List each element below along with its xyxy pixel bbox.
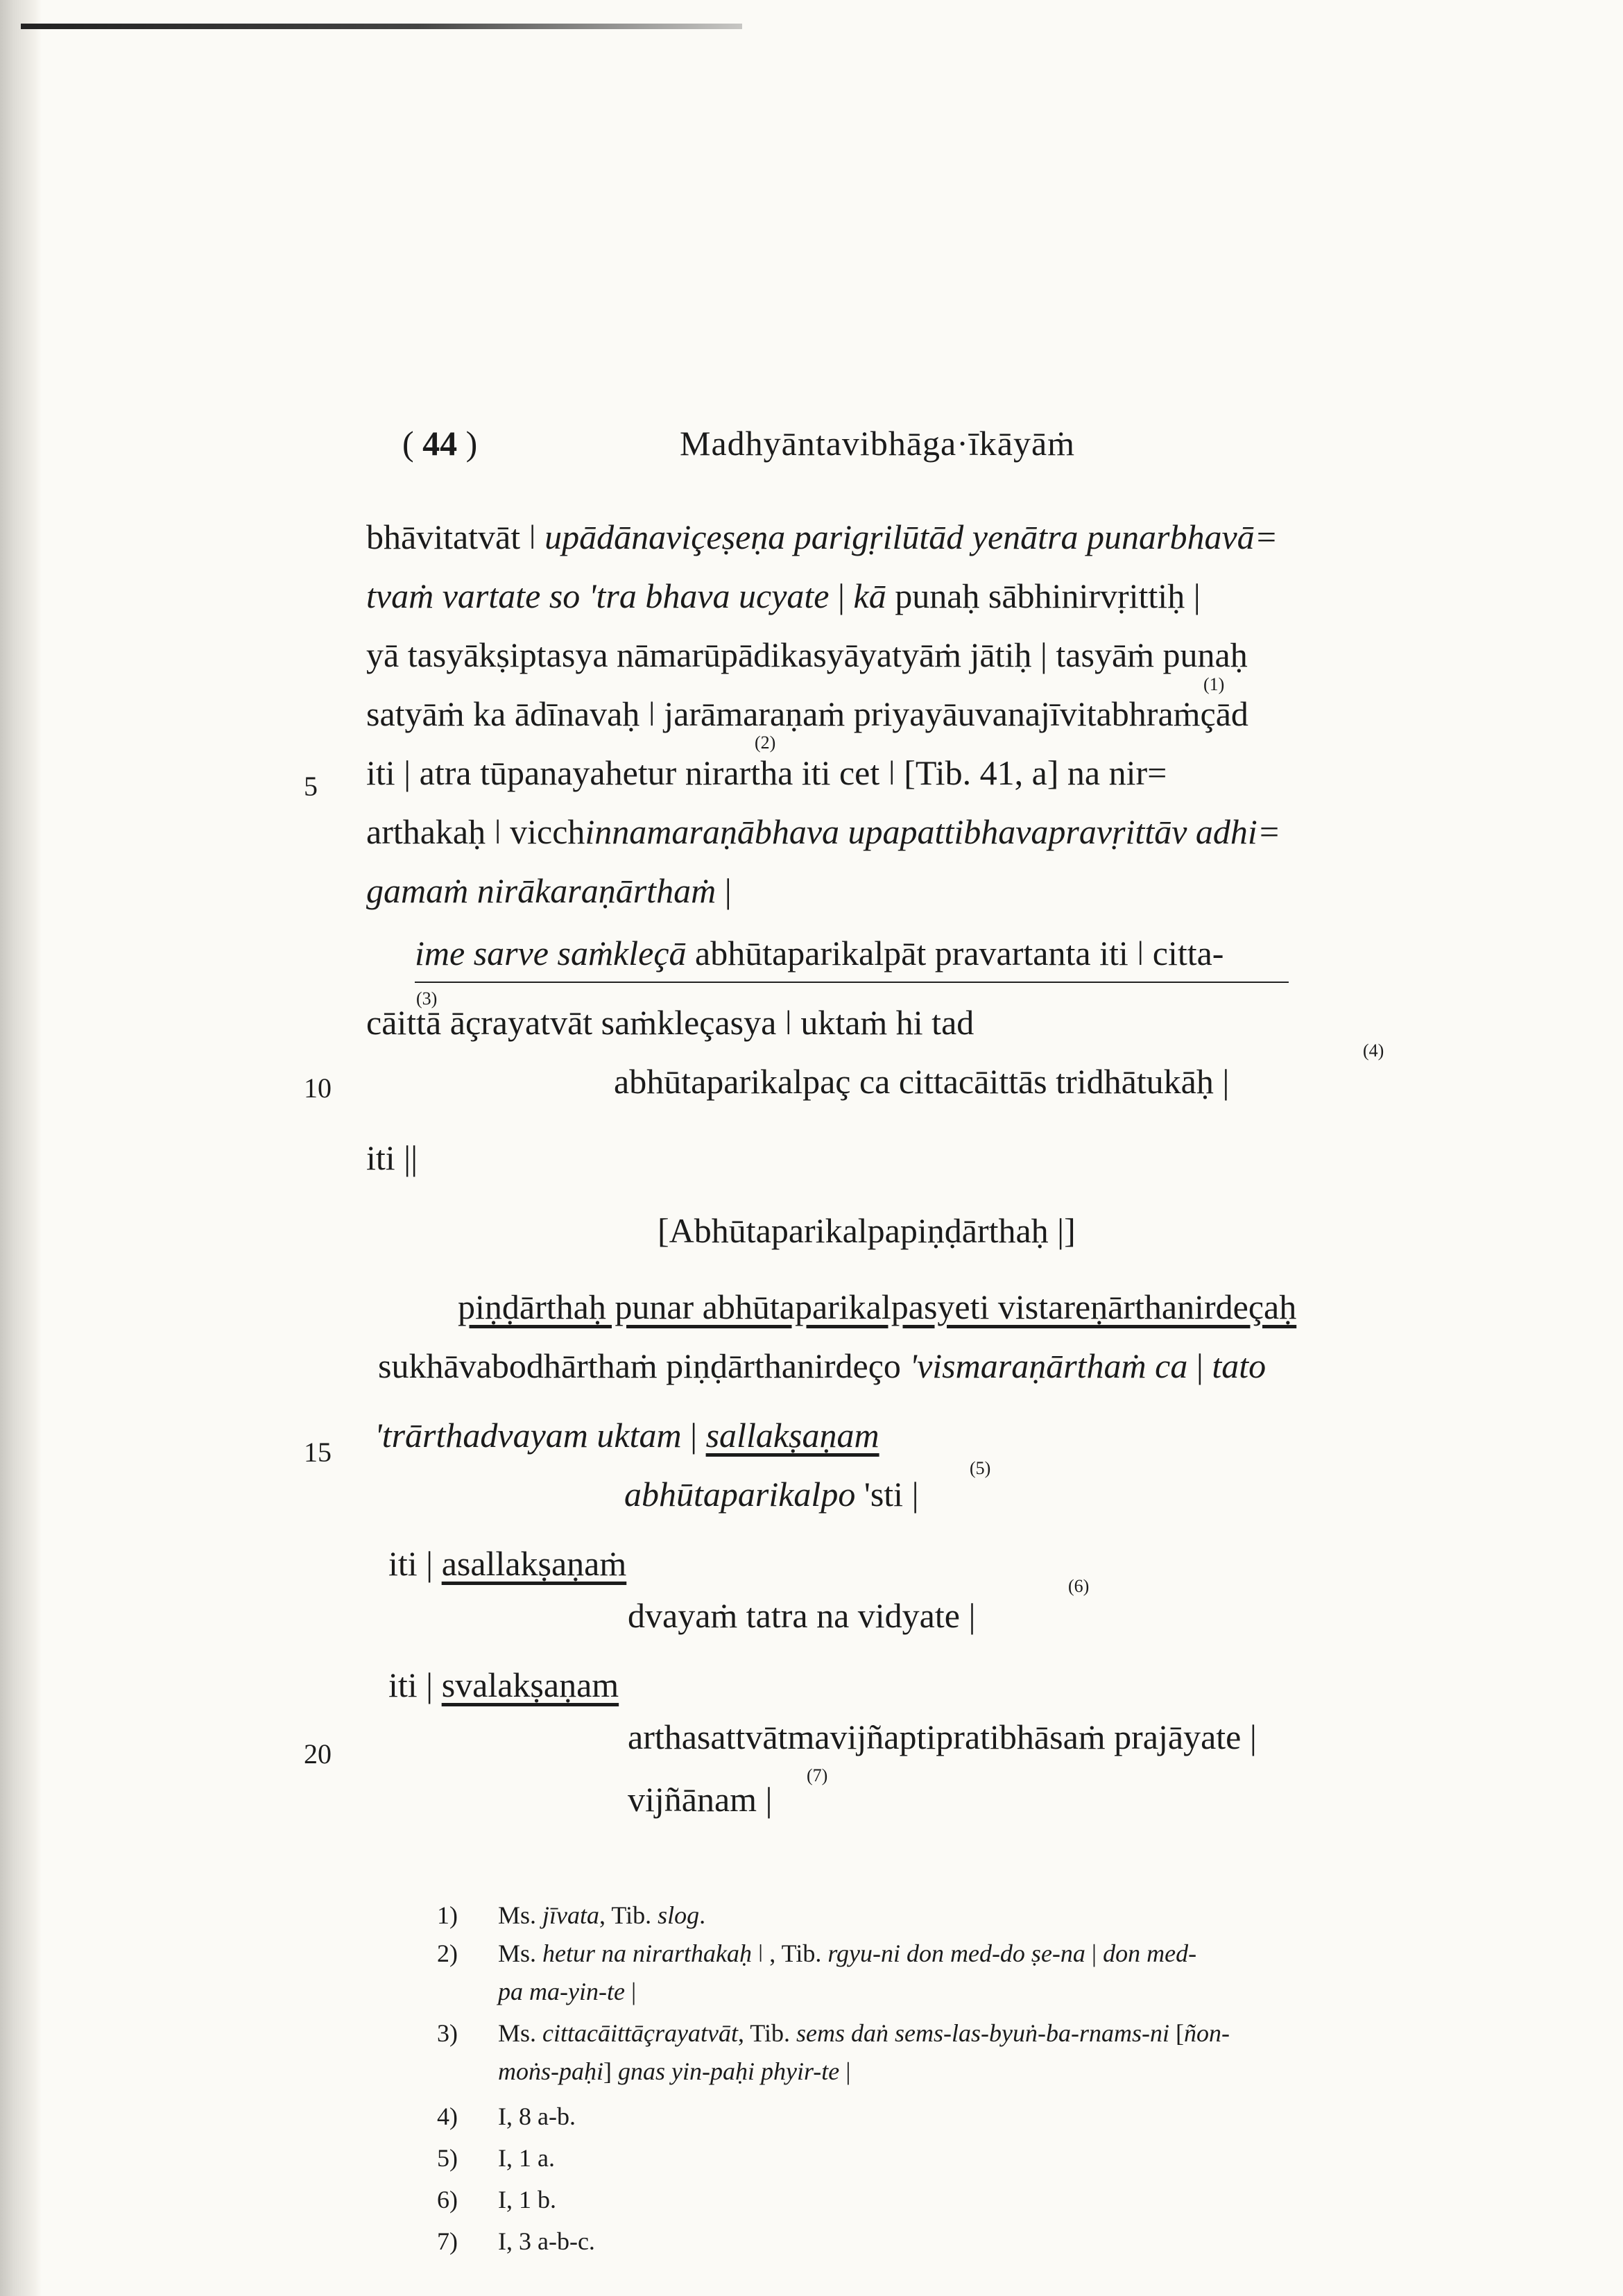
footnote-5-number: 5) [437,2144,458,2172]
text-line-4: satyāṁ ka ādīnavaḥ ǀ jarāmaraṇaṁ priyayāuvanajīvitabhraṁçād [366,694,1248,733]
footnote-7-number: 7) [437,2227,458,2255]
footnote-2: Ms. hetur na nirarthakaḥ ǀ , Tib. rgyu-ni don med-do ṣe-na | don med- [498,1939,1197,1967]
footnote-5: I, 1 a. [498,2144,555,2172]
text-line-16: iti | asallakṣaṇaṁ [388,1544,627,1583]
footnote-4-number: 4) [437,2102,458,2130]
page-number: ( 44 ) [402,424,478,463]
footnote-4: I, 8 a-b. [498,2102,576,2130]
footnote-ref-2: (2) [755,733,776,753]
text-line-1: bhāvitatvāt ǀ upādānaviçeṣeṇa parigṛilūtād yenātra punarbhavā= [366,517,1278,556]
footnote-1-number: 1) [437,1901,458,1929]
text-line-3: yā tasyākṣiptasya nāmarūpādikasyāyatyāṁ jātiḥ | tasyāṁ punaḥ [366,635,1248,674]
footnote-2-cont: pa ma-yin-te | [498,1978,637,2005]
line-number-5: 5 [304,771,318,802]
text-line-17: dvayaṁ tatra na vidyate | [628,1596,976,1635]
text-line-6: arthakaḥ ǀ vicchinnamaraṇābhava upapattibhavapravṛittāv adhi= [366,812,1281,851]
footnote-2-number: 2) [437,1939,458,1967]
section-heading: [Abhūtaparikalpapiṇḍārthaḥ |] [658,1211,1076,1250]
text-line-5: iti | atra tūpanayahetur nirartha iti cet ǀ [Tib. 41, a] na nir= [366,753,1167,792]
text-line-14: 'trārthadvayam uktam | sallakṣaṇam [375,1416,879,1455]
footnote-7: I, 3 a-b-c. [498,2227,595,2255]
footnote-ref-1: (1) [1203,674,1225,694]
text-line-18: iti | svalakṣaṇam [388,1665,619,1704]
running-title: Madhyāntavibhāga·īkāyāṁ [680,424,1076,463]
footnote-ref-7: (7) [807,1765,828,1785]
line-number-10: 10 [304,1072,332,1104]
text-line-19: arthasattvātmavijñaptipratibhāsaṁ prajāyate | [628,1717,1257,1756]
top-rule [21,24,742,29]
footnote-6: I, 1 b. [498,2186,556,2213]
footnote-ref-4: (4) [1363,1040,1384,1061]
footnote-6-number: 6) [437,2186,458,2213]
text-line-10: abhūtaparikalpaç ca cittacāittās tridhātukāḥ | [614,1062,1230,1101]
text-line-7: gamaṁ nirākaraṇārthaṁ | [366,871,732,910]
footnote-1: Ms. jīvata, Tib. slog. [498,1901,706,1929]
footnote-ref-5: (5) [970,1458,991,1478]
text-line-9: cāittā āçrayatvāt saṁkleçasya ǀ uktaṁ hi tad [366,1003,974,1042]
text-line-12: piṇḍārthaḥ punar abhūtaparikalpasyeti vistareṇārthanirdeçaḥ [458,1287,1297,1326]
text-line-20: vijñānam | [628,1780,773,1819]
text-line-2: tvaṁ vartate so 'tra bhava ucyate | kā punaḥ sābhinirvṛittiḥ | [366,576,1201,615]
text-line-13: sukhāvabodhārthaṁ piṇḍārthanirdeço 'vismaraṇārthaṁ ca | tato [378,1346,1266,1385]
scan-edge-shadow [0,0,42,2296]
line-number-15: 15 [304,1437,332,1468]
text-line-11: iti || [366,1138,418,1177]
text-line-15: abhūtaparikalpo 'sti | [624,1475,919,1514]
footnote-ref-6: (6) [1068,1576,1090,1596]
footnote-3-cont: moṅs-paḥi] gnas yin-paḥi phyir-te | [498,2057,851,2085]
footnote-3-number: 3) [437,2019,458,2047]
footnote-3: Ms. cittacāittāçrayatvāt, Tib. sems daṅ sems-las-byuṅ-ba-rnams-ni [ñon- [498,2019,1230,2047]
underline-rule [415,982,1289,983]
footnote-ref-3: (3) [416,988,438,1009]
text-line-8: ime sarve saṁkleçā abhūtaparikalpāt pravartanta iti ǀ citta- [415,934,1224,973]
line-number-20: 20 [304,1738,332,1770]
